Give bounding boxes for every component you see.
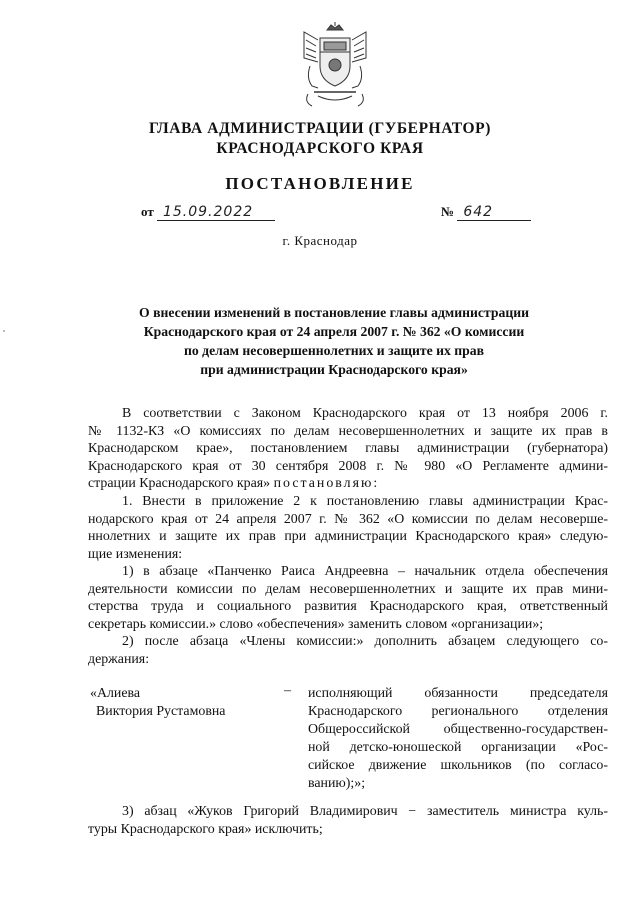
preamble-line: Краснодарском крае», постановлением главы администрации (губернатора)	[88, 441, 608, 456]
item-1-line: щие изменения:	[88, 546, 183, 562]
resolve-word: постановляю:	[273, 476, 380, 491]
member-dash: –	[284, 683, 291, 698]
member-name	[90, 685, 270, 721]
preamble-line-final	[88, 475, 608, 493]
member-role-line: Общероссийской общественно-государствен-	[308, 722, 608, 737]
date-handwritten-value: 15.09.2022	[157, 204, 275, 221]
subject-line: по делам несовершеннолетних и защите их прав	[184, 343, 484, 358]
preamble-paragraph	[88, 405, 608, 493]
item-1-1-paragraph	[88, 563, 608, 633]
issuer-title-line1: ГЛАВА АДМИНИСТРАЦИИ (ГУБЕРНАТОР)	[149, 120, 491, 137]
city-label: г. Краснодар	[282, 233, 358, 248]
document-number	[441, 204, 541, 224]
member-role	[308, 685, 608, 793]
item-1-paragraph	[88, 493, 608, 563]
subject-line: Краснодарского края от 24 апреля 2007 г. № 362 «О комиссии	[143, 324, 525, 339]
member-role-line: ванию);»;	[308, 776, 366, 791]
document-type-title: ПОСТАНОВЛЕНИЕ	[225, 174, 415, 193]
item-1-1-line: стерства труда и социального развития Краснодарского края, ответственный	[88, 599, 608, 614]
item-1-3-line: 3) абзац «Жуков Григорий Владимирович − заместитель министра куль-	[122, 804, 608, 819]
subject-line: при администрации Краснодарского края»	[200, 362, 468, 377]
coat-of-arms-emblem	[296, 22, 374, 110]
number-prefix: №	[441, 204, 455, 219]
item-1-line: 1. Внести в приложение 2 к постановлению главы администрации Крас-	[122, 494, 608, 509]
item-1-1-line: деятельности комиссии по делам несовершеннолетних и защите их прав мини-	[88, 581, 608, 597]
item-1-line: ннолетних и защите их прав при администрации Краснодарского края» следую-	[88, 529, 608, 544]
member-name-line: «Алиева	[90, 686, 141, 701]
member-role-line: исполняющий обязанности председателя	[308, 686, 608, 701]
item-1-line: нодарского края от 24 апреля 2007 г. № 362 «О комиссии по делам несоверше-	[88, 511, 608, 527]
item-1-2-line: 2) после абзаца «Члены комиссии:» дополнить абзацем следующего со-	[122, 634, 608, 649]
subject-line: О внесении изменений в постановление главы администрации	[139, 305, 529, 320]
document-subject	[110, 303, 558, 379]
member-role-line: ной детско-юношеской организации «Рос-	[308, 740, 608, 755]
item-1-1-line: 1) в абзаце «Панченко Раиса Андреевна – начальник отдела обеспечения	[122, 564, 608, 579]
scan-speck	[3, 330, 5, 332]
preamble-line: В соответствии с Законом Краснодарского края от 13 ноября 2006 г.	[122, 406, 608, 421]
number-handwritten-value: 642	[457, 204, 531, 221]
document-date	[141, 204, 286, 224]
item-1-1-line: секретарь комиссии.» слово «обеспечения» заменить словом «организации»;	[88, 616, 544, 632]
preamble-end-text: страции Краснодарского края»	[88, 476, 271, 491]
issuer-title-line2: КРАСНОДАРСКОГО КРАЯ	[216, 140, 424, 157]
item-1-3-line: туры Краснодарского края» исключить;	[88, 821, 323, 837]
member-name-line: Виктория Рустамовна	[96, 704, 226, 719]
item-1-2-line: держания:	[88, 651, 150, 667]
date-prefix: от	[141, 204, 154, 219]
member-role-line: Краснодарского регионального отделения	[308, 704, 608, 719]
item-1-2-paragraph	[88, 633, 608, 668]
preamble-line: Краснодарского края от 30 сентября 2008 г. № 980 «О Регламенте админи-	[88, 458, 608, 474]
member-role-line: сийское движение школьников (по согласо-	[308, 758, 608, 773]
preamble-line: № 1132-КЗ «О комиссиях по делам несовершеннолетних и защите их прав в	[88, 423, 608, 439]
item-1-3-paragraph	[88, 803, 608, 838]
